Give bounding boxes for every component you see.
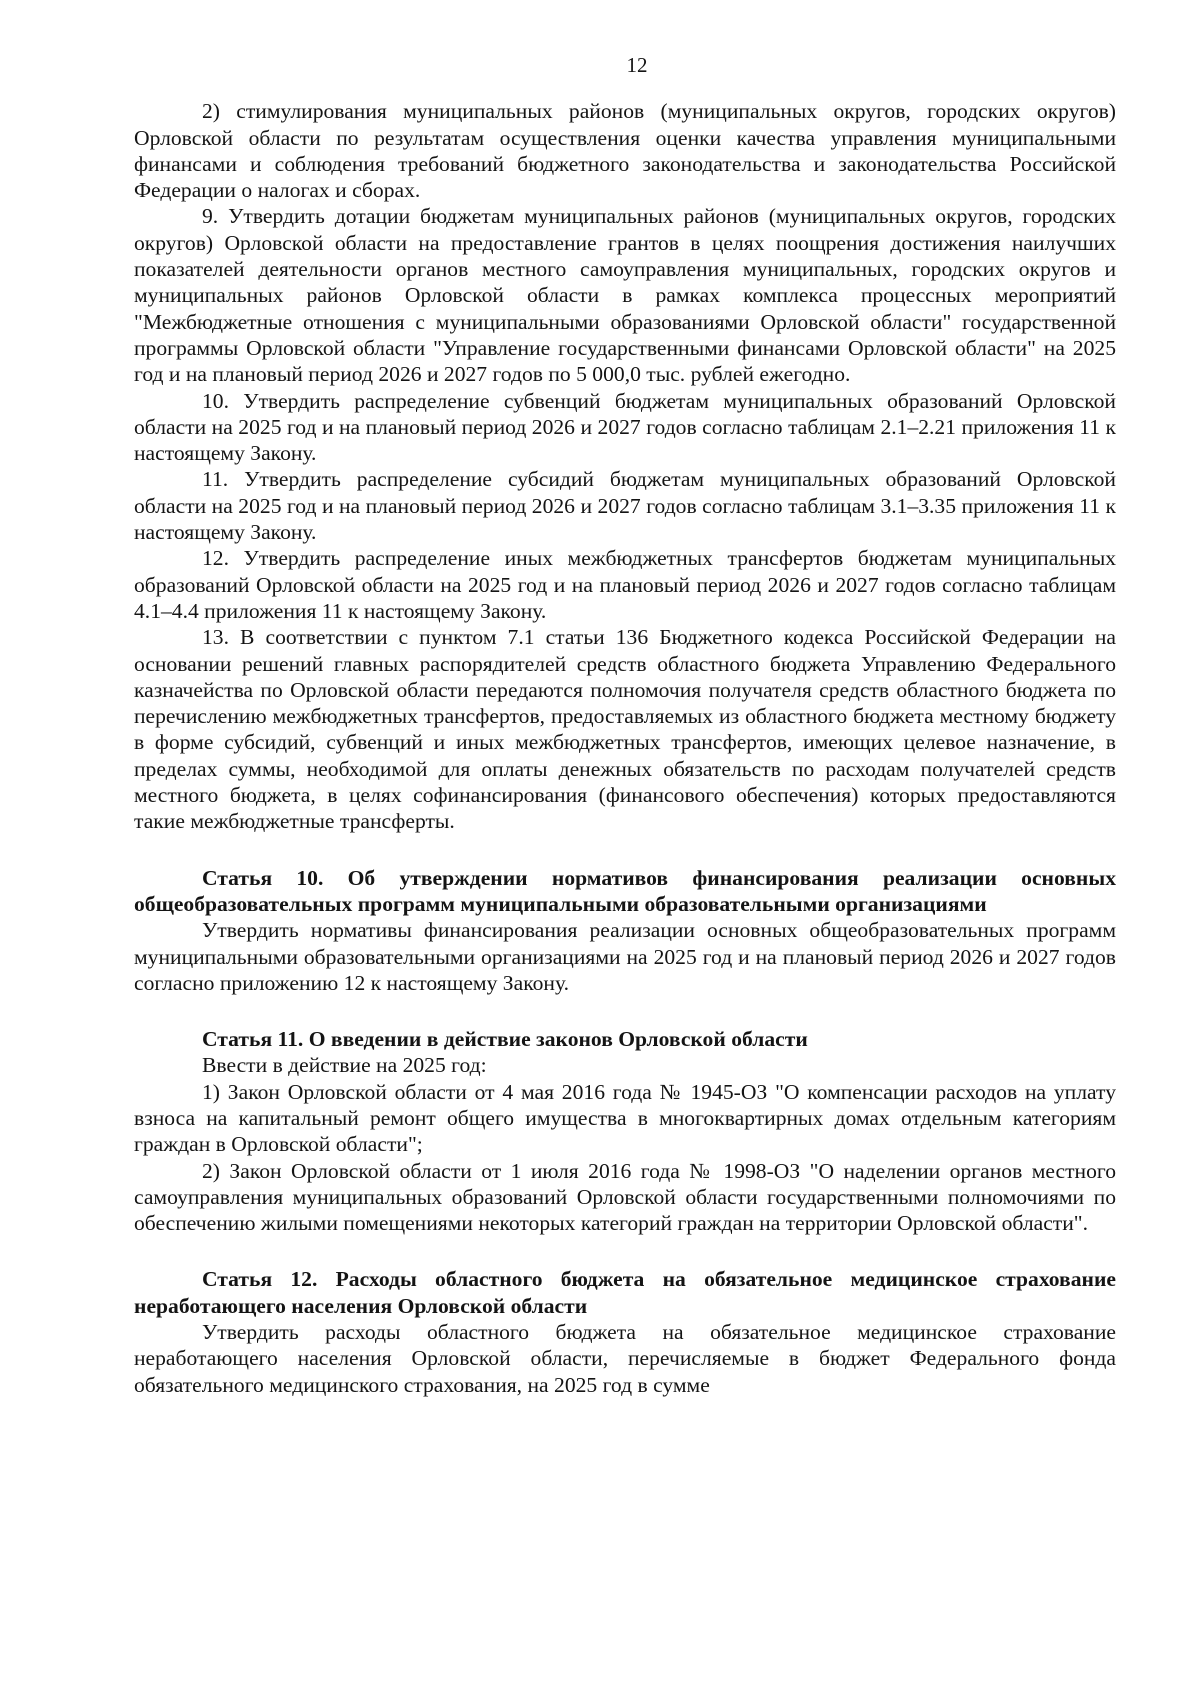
article-11-item-1: 1) Закон Орловской области от 4 мая 2016 года № 1945-ОЗ "О компенсации расходов на уплату взноса на капитальный ремонт общего имущества в многоквартирных домах отдельным категориям граждан в Орловской области"; [134,1079,1116,1157]
article-10-heading: Статья 10. Об утверждении нормативов финансирования реализации основных общеобразовательных программ муниципальными образовательными организациями [134,865,1116,916]
paragraph-item-9: 9. Утвердить дотации бюджетам муниципальных районов (муниципальных округов, городских округов) Орловской области на предоставление грантов в целях поощрения достижения наилучших показателей деятельности органов местного самоуправления муниципальных, городских округов и муниципальных районов Орловской области в рамках комплекса процессных мероприятий "Межбюджетные отношения с муниципальными образованиями Орловской области" государственной программы Орловской области "Управление государственными финансами Орловской области" на 2025 год и на плановый период 2026 и 2027 годов по 5 000,0 тыс. рублей ежегодно. [134,204,1116,387]
section-gap [134,1236,1116,1266]
paragraph-item-12: 12. Утвердить распределение иных межбюджетных трансфертов бюджетам муниципальных образований Орловской области на 2025 год и на плановый период 2026 и 2027 годов согласно таблицам 4.1–4.4 приложения 11 к настоящему Закону. [134,546,1116,623]
page-number: 12 [626,53,648,77]
article-11-item-2: 2) Закон Орловской области от 1 июля 2016 года № 1998-ОЗ "О наделении органов местного самоуправления муниципальных образований Орловской области государственными полномочиями по обеспечению жилыми помещениями некоторых категорий граждан на территории Орловской области". [134,1158,1116,1236]
article-12-heading: Статья 12. Расходы областного бюджета на обязательное медицинское страхование неработающего населения Орловской области [134,1267,1116,1318]
section-gap [134,835,1116,865]
paragraph-item-10: 10. Утвердить распределение субвенций бюджетам муниципальных образований Орловской области на 2025 год и на плановый период 2026 и 2027 годов согласно таблицам 2.1–2.21 приложения 11 к настоящему Закону. [134,388,1116,466]
paragraph-item-2: 2) стимулирования муниципальных районов (муниципальных округов, городских округов) Орловской области по результатам осуществления оценки качества управления муниципальными финансами и соблюдения требований бюджетного законодательства и законодательства Российской Федерации о налогах и сборах. [134,99,1116,203]
paragraph-item-11: 11. Утвердить распределение субсидий бюджетам муниципальных образований Орловской области на 2025 год и на плановый период 2026 и 2027 годов согласно таблицам 3.1–3.35 приложения 11 к настоящему Закону. [134,467,1116,545]
section-gap [134,996,1116,1026]
article-12-text: Утвердить расходы областного бюджета на обязательное медицинское страхование неработающего населения Орловской области, перечисляемые в бюджет Федерального фонда обязательного медицинского страхования, на 2025 год в сумме [134,1320,1116,1397]
article-11-heading: Статья 11. О введении в действие законов Орловской области [202,1027,808,1052]
article-10-text: Утвердить нормативы финансирования реализации основных общеобразовательных программ муниципальными образовательными организациями на 2025 год и на плановый период 2026 и 2027 годов согласно приложению 12 к настоящему Закону. [134,918,1116,995]
article-11-intro: Ввести в действие на 2025 год: [202,1053,487,1078]
paragraph-item-13: 13. В соответствии с пунктом 7.1 статьи 136 Бюджетного кодекса Российской Федерации на основании решений главных распорядителей средств областного бюджета Управлению Федерального казначейства по Орловской области передаются полномочия получателя средств областного бюджета по перечислению межбюджетных трансфертов, предоставляемых из областного бюджета местному бюджету в форме субсидий, субвенций и иных межбюджетных трансфертов, имеющих целевое назначение, в пределах суммы, необходимой для оплаты денежных обязательств по расходам получателей средств местного бюджета, в целях софинансирования (финансового обеспечения) которых предоставляются такие межбюджетные трансферты. [134,625,1116,834]
